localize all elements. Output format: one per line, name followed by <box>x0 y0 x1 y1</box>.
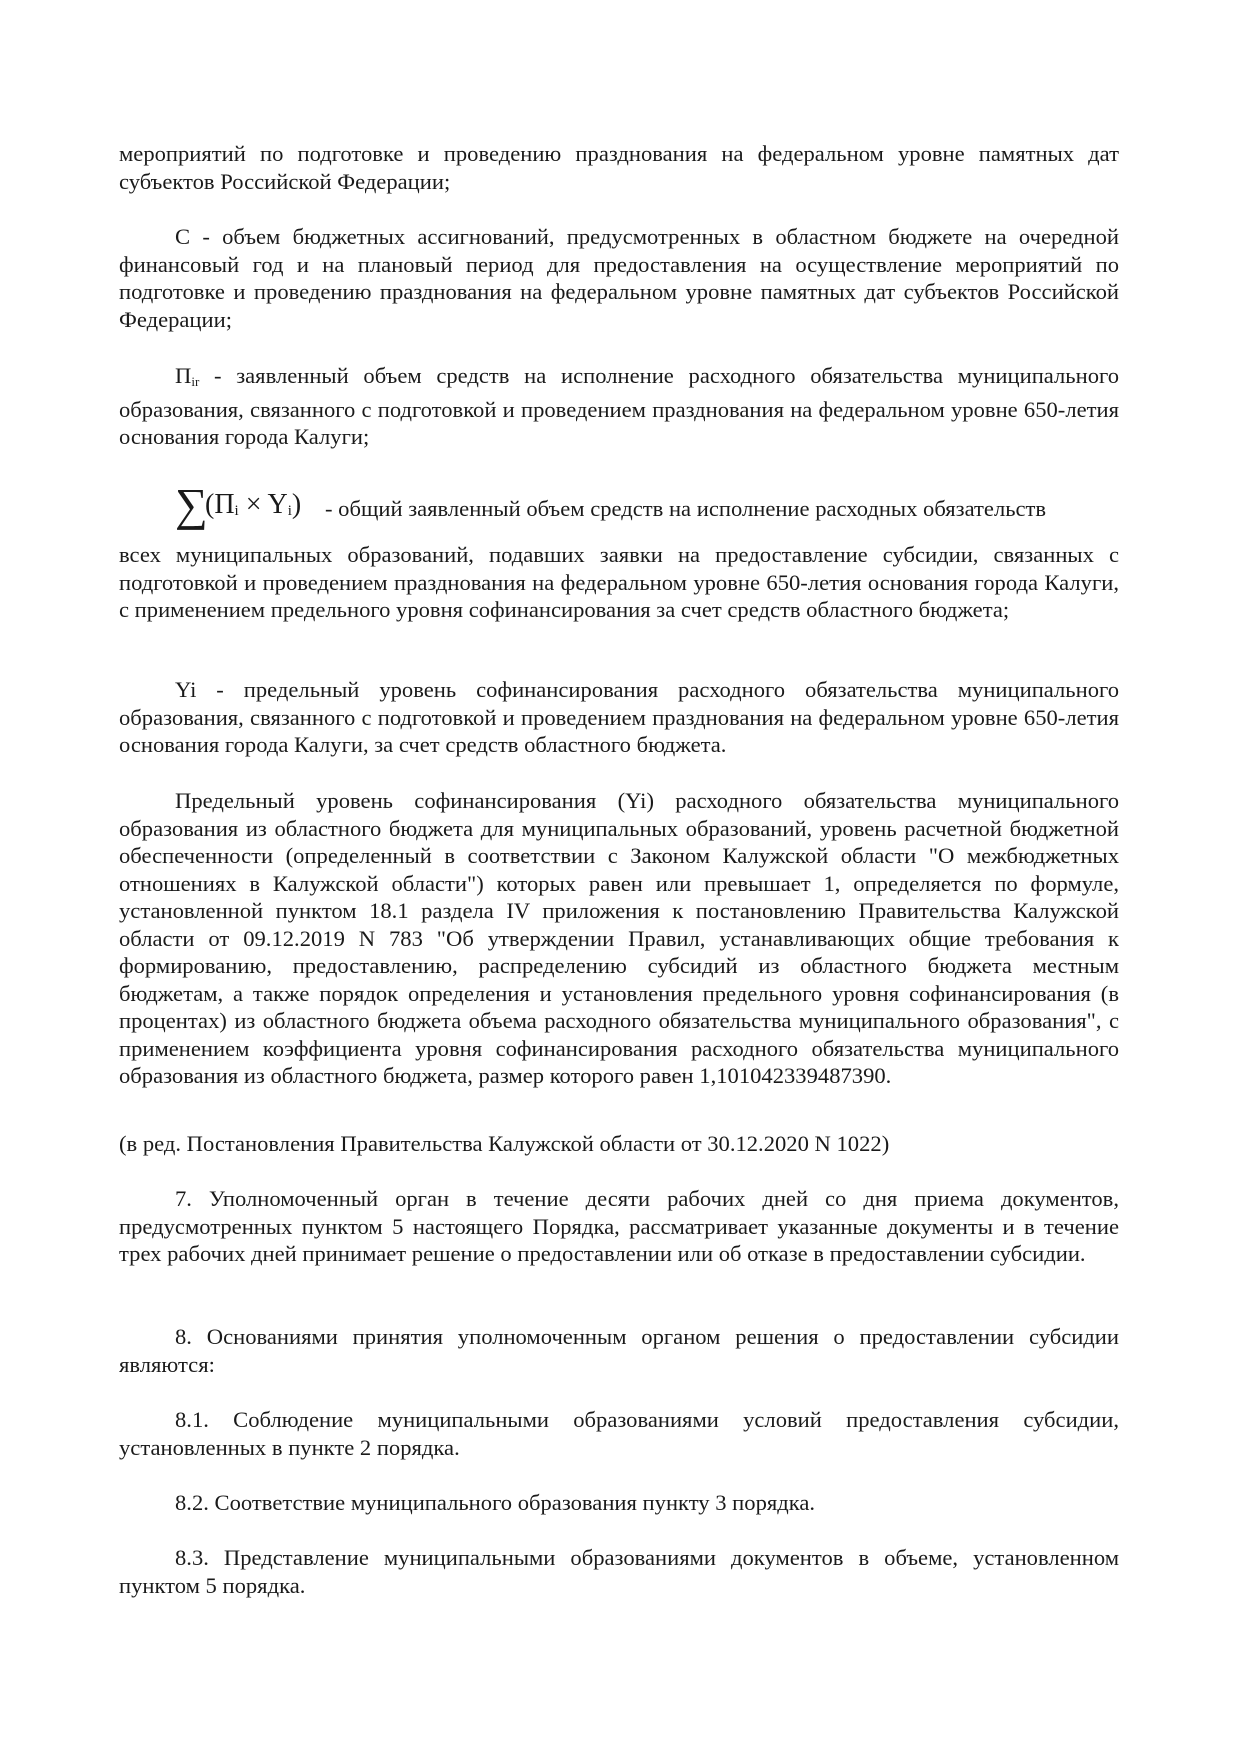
paragraph-item-8: 8. Основаниями принятия уполномоченным органом решения о предоставлении субсидии являются: <box>119 1324 1119 1377</box>
sigma-symbol: ∑ <box>175 479 208 530</box>
paragraph-yi-definition: Yi - предельный уровень софинансирования расходного обязательства муниципального образования, связанного с подготовкой и проведением празднования на федеральном уровне 650-летия основания города Калуги, за счет средств областного бюджета. <box>119 677 1119 757</box>
pir-definition-text: - заявленный объем средств на исполнение расходного обязательства муниципального образования, связанного с подготовкой и проведением празднования на федеральном уровне 650-летия основания города Калуги; <box>119 363 1119 449</box>
symbol-pi: П <box>175 363 192 388</box>
sum-formula <box>175 479 315 532</box>
paragraph-cofinancing-level: Предельный уровень софинансирования (Yi) расходного обязательства муниципального образования из областного бюджета для муниципальных образований, уровень расчетной бюджетной обеспеченности (определенный в соответствии с Законом Калужской области "О межбюджетных отношениях в Калужской области") которых равен или превышает 1, определяется по формуле, установленной пунктом 18.1 раздела IV приложения к постановлению Правительства Калужской области от 09.12.2019 N 783 "Об утверждении Правил, устанавливающих общие требования к формированию, предоставлению, распределению субсидий из областного бюджета местным бюджетам, а также порядок определения и установления предельного уровня софинансирования (в процентах) из областного бюджета объема расходного обязательства муниципального образования", с применением коэффициента уровня софинансирования расходного обязательства муниципального образования из областного бюджета, размер которого равен 1,101042339487390. <box>119 788 1119 1088</box>
paragraph-item-8-1: 8.1. Соблюдение муниципальными образованиями условий предоставления субсидии, установленных в пункте 2 порядка. <box>119 1407 1119 1460</box>
sum-formula-row <box>175 479 1135 534</box>
symbol-subscript: ir <box>191 374 200 389</box>
paragraph-item-8-2: 8.2. Соответствие муниципального образования пункту 3 порядка. <box>175 1490 816 1515</box>
paragraph-item-7: 7. Уполномоченный орган в течение десяти рабочих дней со дня приема документов, предусмотренных пунктом 5 настоящего Порядка, рассматривает указанные документы и в течение трех рабочих дней принимает решение о предоставлении или об отказе в предоставлении субсидии. <box>119 1186 1119 1266</box>
paragraph-continuation: мероприятий по подготовке и проведению празднования на федеральном уровне памятных дат субъектов Российской Федерации; <box>119 141 1119 194</box>
paragraph-pir-definition <box>119 362 1119 451</box>
edit-note: (в ред. Постановления Правительства Калужской области от 30.12.2020 N 1022) <box>119 1131 890 1156</box>
paragraph-sum-definition: всех муниципальных образований, подавших заявки на предоставление субсидии, связанных с подготовкой и проведением празднования на федеральном уровне 650-летия основания города Калуги, с применением предельного уровня софинансирования за счет средств областного бюджета; <box>119 542 1119 622</box>
formula-body: (Пi × Yi) <box>205 489 302 520</box>
paragraph-c-definition: C - объем бюджетных ассигнований, предусмотренных в областном бюджете на очередной финансовый год и на плановый период для предоставления на осуществление мероприятий по подготовке и проведению празднования на федеральном уровне памятных дат субъектов Российской Федерации; <box>119 224 1119 332</box>
formula-description-line: - общий заявленный объем средств на исполнение расходных обязательств <box>325 496 1047 521</box>
paragraph-item-8-3: 8.3. Представление муниципальными образованиями документов в объеме, установленном пунктом 5 порядка. <box>119 1545 1119 1598</box>
